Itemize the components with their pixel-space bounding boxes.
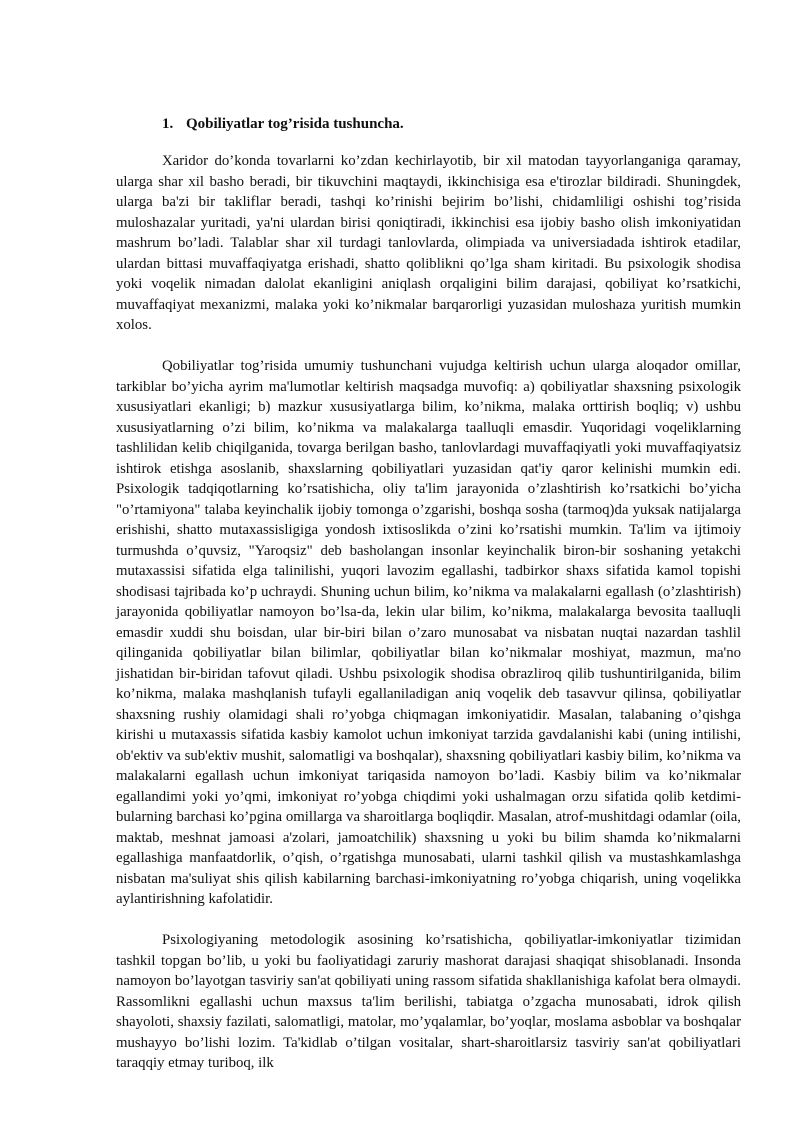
paragraph: Qobiliyatlar tog’risida umumiy tushunchani vujudga keltirish uchun ularga aloqador omillar, tarkiblar bo’yicha ayrim ma'lumotlar keltirish maqsadga muvofiq: a) qobiliyatlar shaxsning psixologik xususiyatlari ekanligi; b) mazkur xususiyatlarga bilim, ko’nikma, malaka orttirish boqliq; v) ushbu xususiyatlarning o’zi bilim, ko’nikma va malakalarga taalluqli emasdir. Yuqoridagi voqeliklarning tashlilidan kelib chiqilganida, tovarga berilgan basho, tanlovlardagi muvaffaqiyatli yoki muvaffaqiyatsiz ishtirok etishga asoslanib, shaxslarning qobiliyatlari yuzasidan qat'iy qaror kelinishi mumkin edi. Psixologik tadqiqotlarning ko’rsatishicha, oliy ta'lim jarayonida o’zlashtirish ko’rsatkichi bo’yicha "o’rtamiyona" talaba keyinchalik ijobiy tomonga o’zgarishi, boshqa sosha (tarmoq)da yuksak natijalarga erishishi, shatto mutaxassisligiga yondosh ixtisoslikda o’zini ko’rsatishi mumkin. Ta'lim va ijtimoiy turmushda o’quvsiz, "Yaroqsiz" deb basholangan insonlar keyinchalik biron-bir soshaning yetakchi mutaxassisi sifatida elga talinilishi, yuqori lavozim egallashi, tadbirkor shaxs sifatida kamol topishi shodisasi tajribada ko’p uchraydi. Shuning uchun bilim, ko’nikma va malakalarni egallash (o’zlashtirish) jarayonida qobiliyatlar namoyon bo’lsa-da, lekin ular bilim, ko’nikma, malakalarga bevosita taalluqli emasdir xuddi shu boisdan, ular bir-biri bilan o’zaro munosabat va nisbatan nuqtai nazardan tashlil qilinganida qobiliyatlar bilan bilimlar, qobiliyatlar bilan ko’nikmalar moshiyat, mazmun, ma'no jishatidan bir-biridan tafovut qiladi. Ushbu psixologik shodisa obrazliroq qilib tushuntirilganida, bilim ko’nikma, malaka mashqlanish tufayli egallaniladigan aniq voqelik deb tasavvur qilinsa, qobiliyatlar shaxsning rushiy olamidagi shali ro’yobga chiqmagan imkoniyatidir. Masalan, talabaning o’qishga kirishi u mutaxassis sifatida kasbiy kamolot uchun imkoniyat tarzida gavdalanishi kabi (uning intilishi, ob'ektiv va sub'ektiv mushit, salomatligi va boshqalar), shaxsning qobiliyatlari kasbiy bilim, ko’nikma va malakalarni egallash uchun imkoniyat tariqasida namoyon bo’ladi. Kasbiy bilim va ko’nikmalar egallandimi yoki yo’qmi, imkoniyat ro’yobga chiqdimi yoki ushalmagan orzu sifatida qolib ketdimi-bularning barchasi ko’pgina omillarga va sharoitlarga boqliqdir. Masalan, atrof-mushitdagi odamlar (oila, maktab, meshnat jamoasi a'zolari, jamoatchilik) shaxsning u yoki bu bilim shamda ko’nikmalarni egallashiga manfaatdorlik, o’qish, o’rgatishga munosabati, ularni tashkil qilish va mustashkamlashga nisbatan ma'suliyat shis qilish kabilarning barchasi-imkoniyatning ro’yobga chiqarish, uning voqelikka aylantirishning kafolatidir. <box>116 358 741 907</box>
paragraph: Xaridor do’konda tovarlarni ko’zdan kechirlayotib, bir xil matodan tayyorlanganiga qaramay, ularga shar xil basho beradi, bir tikuvchini maqtaydi, ikkinchisiga esa e'tirozlar bildiradi. Shuningdek, ularga ba'zi bir takliflar beradi, tashqi ko’rinishi bejirim bo’lishi, chidamliligi oshishi tog’risida muloshazalar yuritadi, ya'ni ulardan birisi qoniqtiradi, ikkinchisi esa ijobiy basho olish imkoniyatidan mashrum bo’ladi. Talablar shar xil turdagi tanlovlarda, olimpiada va universiadada ishtirok etadilar, ulardan bittasi muvaffaqiyatga erishadi, shatto qoliblikni qo’lga sham kiritadi. Bu psixologik shodisa yoki voqelik nimadan dalolat ekanligini aniqlash orqaligini bilim darajasi, qobiliyat ko’rsatkichi, muvaffaqiyat mexanizmi, malaka yoki ko’nikmalar barqarorligi yuzasidan muloshaza yuritish mumkin xolos. <box>116 153 741 333</box>
section-title: Qobiliyatlar tog’risida tushuncha. <box>186 116 404 132</box>
section-number: 1. <box>162 116 174 132</box>
document-body <box>116 151 741 1094</box>
section-heading <box>162 114 404 134</box>
paragraph: Psixologiyaning metodologik asosining ko’rsatishicha, qobiliyatlar-imkoniyatlar tizimidan tashkil topgan bo’lib, u yoki bu faoliyatidagi zaruriy mashorat darajasi shaqiqat shisoblanadi. Insonda namoyon bo’layotgan tasviriy san'at qobiliyati uning rassom sifatida shakllanishiga kafolat bera olmaydi. Rassomlikni egallashi uchun maxsus ta'lim berilishi, tabiatga o’zgacha munosabati, idrok qilish shayoloti, shaxsiy fazilati, salomatligi, matolar, mo’yqalamlar, bo’yoqlar, moslama asboblar va boshqalar mushayyo bo’lishi lozim. Ta'kidlab o’tilgan vositalar, shart-sharoitlarsiz tasviriy san'at qobiliyatlari taraqqiy etmay turiboq, ilk <box>116 932 741 1071</box>
